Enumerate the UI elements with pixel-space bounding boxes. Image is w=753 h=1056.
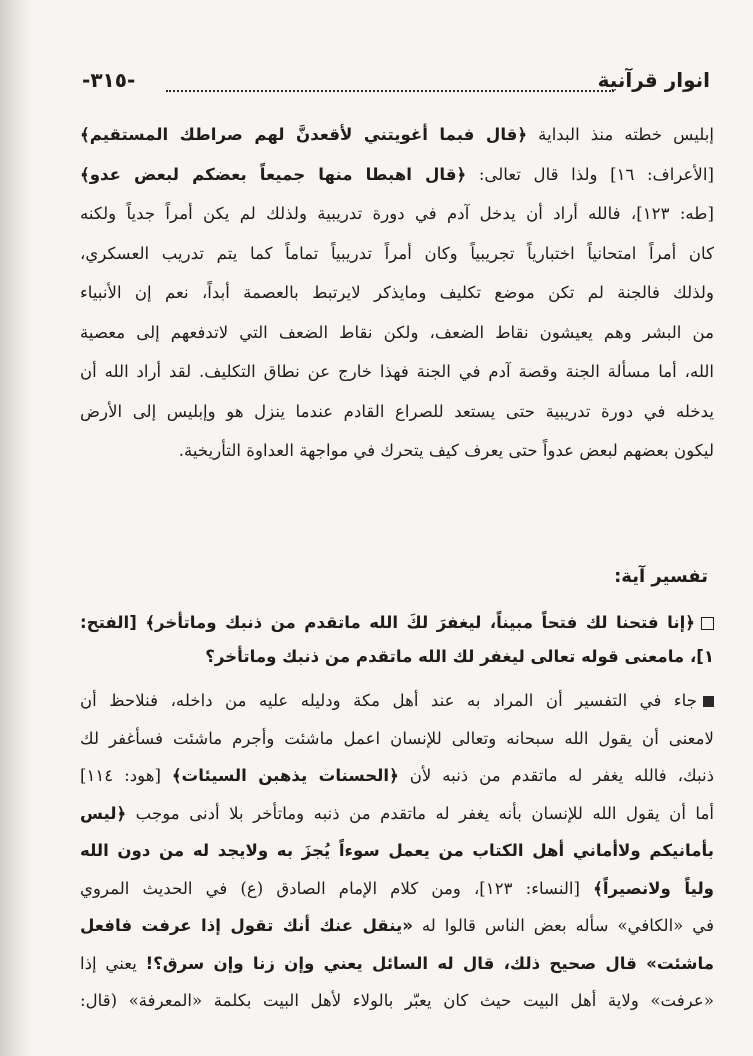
quran-quote: ماشئت» قال صحيح ذلك، قال له السائل يعني وإن زنا وإن سرق؟!	[145, 953, 714, 973]
book-page	[80, 64, 720, 1034]
text-line	[80, 911, 714, 941]
body-text: [النساء: ١٢٣]، ومن كلام الإمام الصادق (ع) في الحديث المروي	[80, 878, 594, 898]
book-title: انوار قرآنية	[597, 68, 710, 92]
section-heading: تفسير آية:	[614, 566, 708, 587]
text-line	[80, 278, 714, 308]
body-text: ذنبك، فالله يغفر له ماتقدم من ذنبه لأن	[398, 766, 714, 785]
verse-line: ﴿إنا فتحنا لك فتحاً مبيناً، ليغفرَ لكَ الله ماتقدم من ذنبك وماتأخر﴾ [الفتح:	[80, 608, 714, 638]
running-header	[80, 64, 720, 104]
body-text: يدخله في دورة تدريبية حتى يستعد للصراع القادم عندما ينزل هو وإبليس إلى الأرض	[80, 401, 714, 421]
text-line	[80, 436, 714, 466]
body-text: في «الكافي» سأله بعض الناس قالوا له	[412, 916, 714, 935]
body-text: كان أمراً امتحانياً اختبارياً تجريبياً وكان أمراً تدريبياً تماماً كما يتم تدريب العسكري،	[80, 243, 714, 263]
text-line	[80, 199, 714, 229]
text-line	[80, 160, 714, 190]
hollow-square-icon	[701, 617, 714, 630]
page-number: -٣١٥-	[82, 68, 136, 92]
body-text: إبليس خطته منذ البداية	[527, 125, 714, 144]
body-text: [هود: ١١٤]	[80, 766, 172, 785]
text-line	[80, 397, 714, 427]
filled-square-icon	[703, 696, 714, 707]
quran-quote: «ينقل عنك أنك تقول إذا عرفت فافعل	[80, 916, 413, 935]
quran-quote: بأمانيكم ولاأماني أهل الكتاب من يعمل سوءاً يُجزَ به ولايجد له من دون الله	[80, 841, 714, 860]
text-line	[80, 761, 714, 791]
body-text: يعني إذا	[80, 953, 146, 973]
body-text: [الأعراف: ١٦] ولذا قال تعالى:	[466, 164, 714, 184]
quran-quote: ﴿قال فبما أغويتني لأقعدنَّ لهم صراطك المستقيم﴾	[80, 125, 528, 144]
body-text: [طه: ١٢٣]، فالله أراد أن يدخل آدم في دورة تدريبية ولذلك لم يكن أمراً جدياً ولكنه	[80, 204, 714, 223]
text-line	[80, 874, 714, 904]
text-line	[80, 836, 714, 866]
body-text: الله، أما مسألة الجنة وقصة آدم في الجنة فهذا خارج عن نطاق التكليف. لقد أراد الله أن	[80, 362, 714, 381]
question-line: ١]، مامعنى قوله تعالى ليغفر لك الله ماتقدم من ذنبك وماتأخر؟	[205, 647, 714, 666]
body-text: من البشر وهم يعيشون نقاط الضعف، ولكن نقاط الضعف التي لاتدفعهم إلى معصية	[80, 322, 714, 342]
text-line	[80, 986, 714, 1016]
body-text: لامعنى أن يقول الله سبحانه وتعالى للإنسان اعمل ماشئت وأجرم ماشئت فسأغفر لك	[80, 728, 714, 748]
body-text: «عرفت» ولاية أهل البيت حيث كان يعبّر بالولاء لأهل البيت بكلمة «المعرفة» (قال:	[80, 991, 714, 1010]
text-line	[80, 724, 714, 754]
text-line	[80, 799, 714, 829]
book-spine-shadow	[0, 0, 32, 1056]
text-line	[80, 686, 714, 716]
text-line	[80, 239, 714, 269]
quran-quote: ﴿الحسنات يذهبن السيئات﴾	[171, 766, 399, 785]
text-line	[80, 357, 714, 387]
quran-quote: ﴿ليس	[80, 803, 127, 823]
text-line	[80, 120, 714, 150]
body-text: أما أن يقول الله للإنسان بأنه يغفر له ماتقدم من ذنبه وماتأخر بلا أدنى موجب	[126, 803, 714, 823]
quran-quote: ولياً ولانصيراً﴾	[593, 878, 714, 898]
text-line	[80, 949, 714, 979]
header-dotted-rule	[166, 90, 614, 92]
body-text: جاء في التفسير أن المراد به عند أهل مكة ودليله عليه من داخله، فنلاحظ أن	[80, 691, 697, 710]
body-text: ليكون بعضهم لبعض عدواً حتى يعرف كيف يتحرك في مواجهة العداوة التأريخية.	[178, 441, 714, 460]
text-line	[80, 318, 714, 348]
body-text: ولذلك فالجنة لم تكن موضع تكليف ومايذكر لايرتبط بالعصمة أبداً، نعم إن الأنبياء	[80, 283, 714, 302]
quran-quote: ﴿قال اهبطا منها جميعاً بعضكم لبعض عدو﴾	[80, 164, 467, 184]
